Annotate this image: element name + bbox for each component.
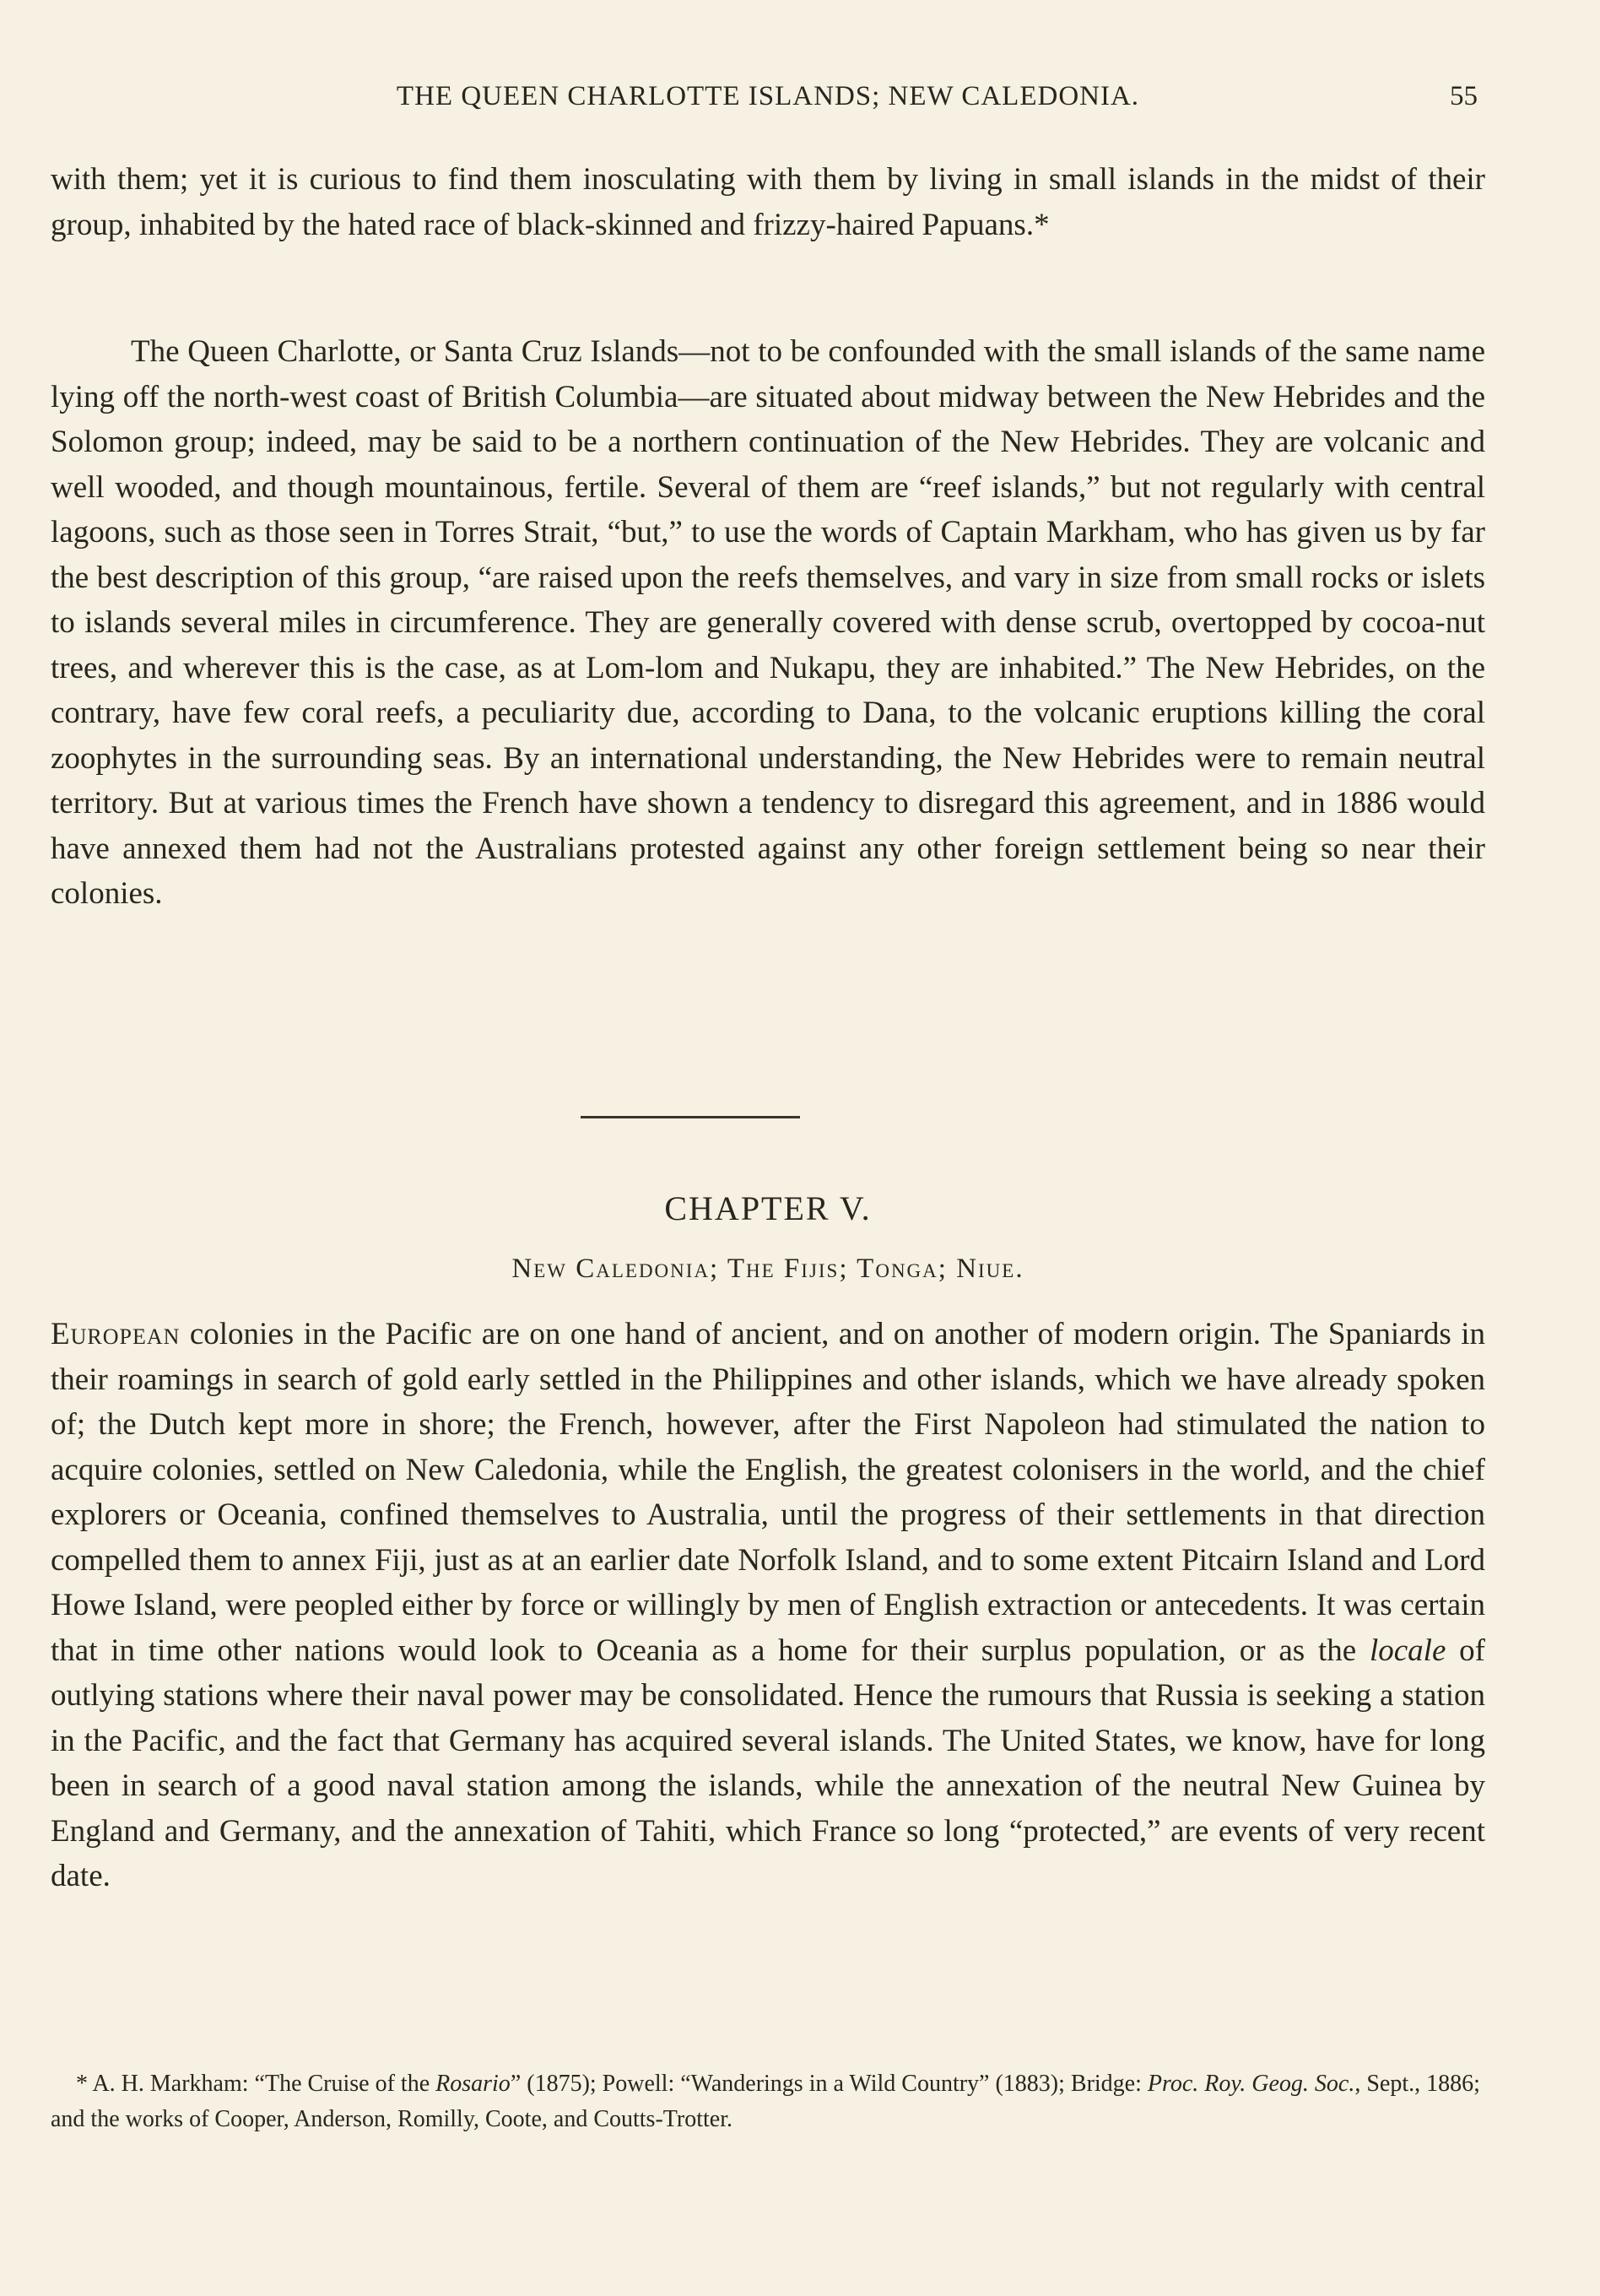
lead-word: European <box>51 1317 181 1351</box>
paragraph-continuation: with them; yet it is curious to find them inosculating with them by living in small islands in the midst of their group, inhabited by the hated race of black-skinned and frizzy-haired Papuans.* <box>51 162 1485 242</box>
section-divider <box>581 1116 800 1118</box>
footnote-text: , Sept., 1886; and the works of Cooper, Anderson, Romilly, Coote, and Coutts-Trotter. <box>51 2071 1480 2132</box>
chapter-subtitle: New Caledonia; The Fijis; Tonga; Niue. <box>511 1254 1024 1284</box>
chapter-heading: CHAPTER V. <box>664 1189 872 1227</box>
footnote-italic-title: Rosario <box>435 2071 511 2097</box>
paragraph-european-colonies <box>51 1312 1485 1899</box>
page-number: 55 <box>1450 81 1478 111</box>
footnote <box>51 2066 1485 2137</box>
paragraph-text: colonies in the Pacific are on one hand of ancient, and on another of modern origin. The Spaniards in their roamings in search of gold early settled in the Philippines and other islands, which we have already spoken of; the Dutch kept more in shore; the French, however, after the First Napoleon had stimulated the nation to acquire colonies, settled on New Caledonia, while the English, the greatest colonisers in the world, and the chief explorers or Oceania, confined themselves to Australia, until the progress of their settlements in that direction compelled them to annex Fiji, just as at an earlier date Norfolk Island, and to some extent Pitcairn Island and Lord Howe Island, were peopled either by force or willingly by men of English extraction or antecedents. It was certain that in time other nations would look to Oceania as a home for their surplus population, or as the <box>51 1317 1485 1668</box>
paragraph-text: of outlying stations where their naval power may be consolidated. Hence the rumours that Russia is seeking a station in the Pacific, and the fact that Germany has acquired several islands. The United States, we know, have for long been in search of a good naval station among the islands, while the annexation of the neutral New Guinea by England and Germany, and the annexation of Tahiti, which France so long “protected,” are events of very recent date. <box>51 1633 1485 1893</box>
footnote-text: A. H. Markham: “The Cruise of the <box>88 2071 436 2097</box>
footnote-italic-journal: Proc. Roy. Geog. Soc. <box>1147 2071 1355 2097</box>
footnote-text: ” (1875); Powell: “Wanderings in a Wild Country” (1883); Bridge: <box>510 2071 1148 2097</box>
footnote-marker: * <box>76 2071 88 2097</box>
italic-term: locale <box>1369 1633 1446 1668</box>
paragraph-queen-charlotte-islands: The Queen Charlotte, or Santa Cruz Islands—not to be confounded with the small islands of the same name lying off the north-west coast of British Columbia—are situated about midway between the New Hebrides and the Solomon group; indeed, may be said to be a northern continuation of the New Hebrides. They are volcanic and well wooded, and though mountainous, fertile. Several of them are “reef islands,” but not regularly with central lagoons, such as those seen in Torres Strait, “but,” to use the words of Captain Markham, who has given us by far the best description of this group, “are raised upon the reefs themselves, and vary in size from small rocks or islets to islands several miles in circumference. They are generally covered with dense scrub, overtopped by cocoa-nut trees, and wherever this is the case, as at Lom-lom and Nukapu, they are inhabited.” The New Hebrides, on the contrary, have few coral reefs, a peculiarity due, according to Dana, to the volcanic eruptions killing the coral zoophytes in the surrounding seas. By an international understanding, the New Hebrides were to remain neutral territory. But at various times the French have shown a tendency to disregard this agreement, and in 1886 would have annexed them had not the Australians protested against any other foreign settlement being so near their colonies. <box>51 334 1485 911</box>
running-title: THE QUEEN CHARLOTTE ISLANDS; NEW CALEDONIA. <box>396 81 1140 111</box>
